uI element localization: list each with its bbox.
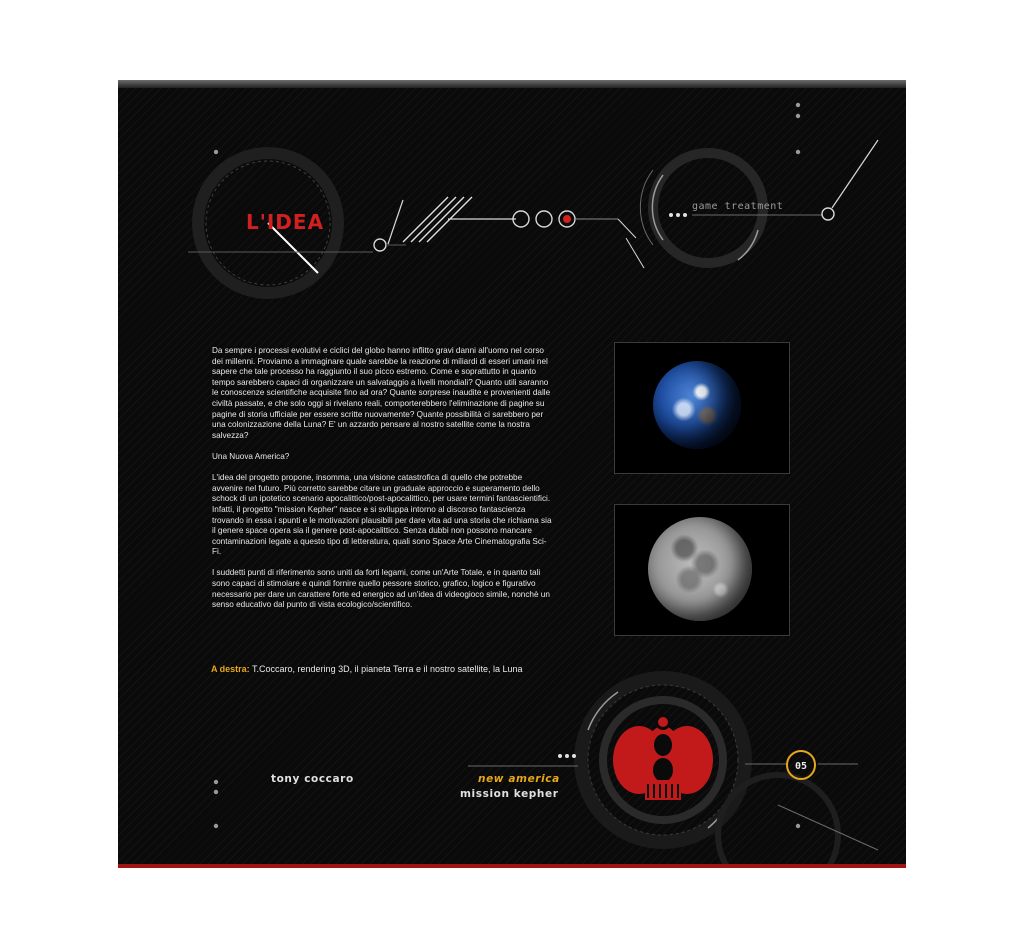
section-subtitle: game treatment [692, 201, 784, 212]
brand-line-2: mission kepher [460, 788, 559, 800]
footer-hud [118, 80, 906, 868]
scarab-emblem [613, 714, 713, 800]
paragraph: Da sempre i processi evolutivi e ciclici del globo hanno inflitto gravi danni all'uomo nel corso dei millenni. Proviamo a immaginare quale sarebbe la reazione di miliardi di esseri umani nel sapere che tale processo ha raggiunto il suo picco estremo. Come e soprattutto in quanto tempo sarebbero capaci di organizzare un salvataggio a livelli mondiali? Quanto utili saranno le conoscenze scientifiche acquisite fino ad ora? Quante sorprese inaudite e provenienti dalle civiltà passate, e che solo oggi si rivelano reali, comporterebbero l'eliminazione di pagine su pagine di storia ufficiale per essere scritte nuovamente? Quante possibilità ci sarebbero per una colonizzazione della Luna? E' un azzardo pensare al nostro satellite come la nostra salvezza? [212, 346, 551, 440]
page-number-badge: 05 [786, 750, 816, 780]
page-spread [118, 80, 906, 868]
dots-group-footer [558, 754, 576, 758]
paragraph: L'idea del progetto propone, insomma, una visione catastrofica di quello che potrebbe avvenire nel futuro. Più corretto sarebbe citare un graduale approccio e superamento dello schock di un ipotetico scenario apocalittico/post-apocalittico, per usare termini fantascientifici. Infatti, il progetto "mission Kepher" nasce e si sviluppa intorno al discorso fantascienza trovando in essa i spunti e le motivazioni plausibili per dare vita ad una storia che richiama sia il genere space opera sia il genere post-apocalittico. Senza dubbi non possono mancare contaminazioni legate a questo tipo di letteratura, quali sono Space Arte Cinematografia Sci-Fi. [212, 473, 552, 557]
page-title: L'IDEA [246, 210, 325, 234]
bottom-bar [118, 864, 906, 868]
caption-text: T.Coccaro, rendering 3D, il pianeta Terra e il nostro satellite, la Luna [252, 664, 523, 674]
author-name: tony coccaro [271, 773, 354, 785]
paragraph: I suddetti punti di riferimento sono uniti da forti legami, come un'Arte Totale, e in quanto tali sono capaci di stimolare e quindi fornire quello pessore storico, grafico, logico e figurativo necessario per dare un carattere forte ed energico ad un'idea di videogioco simile, nonchè un senso educativo dal punto di vista ecologico/scientifico. [212, 568, 550, 610]
caption-label: A destra: [211, 664, 250, 674]
brand-line-1: new america [478, 773, 560, 785]
paragraph: Una Nuova America? [212, 451, 290, 461]
